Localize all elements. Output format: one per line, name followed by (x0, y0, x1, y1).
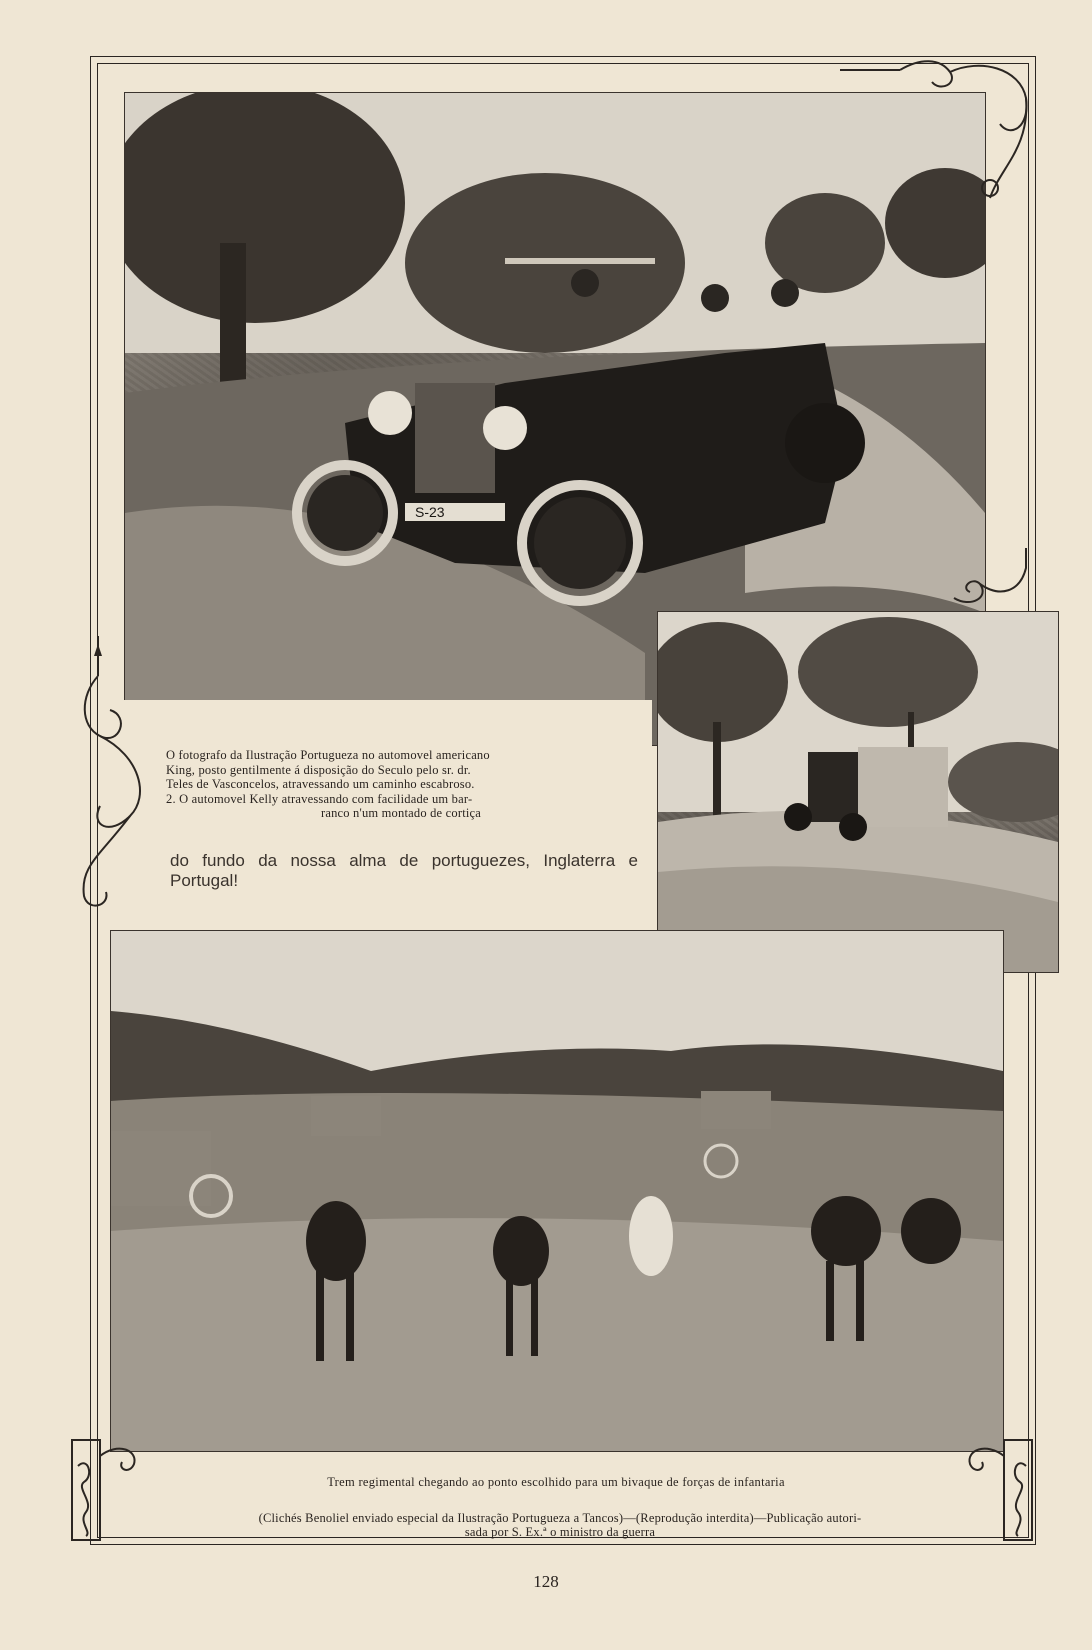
credit-line: (Clichés Benoliel enviado especial da Ilustração Portugueza a Tancos)—(Reprodução interdita)—Publicação autori- (258, 1511, 862, 1525)
photo-caption-cars (166, 748, 636, 821)
corner-ornament-bottom-left (68, 1436, 148, 1544)
photo-caption-troops: Trem regimental chegando ao ponto escolhido para um bivaque de forças de infantaria (327, 1475, 785, 1489)
side-ornament-left (70, 636, 160, 912)
photo-regimental-train (110, 930, 1004, 1452)
caption-line: 2. O automovel Kelly atravessando com facilidade um bar- (166, 791, 473, 806)
page-number: 128 (533, 1572, 559, 1591)
caption-line: ranco n'um montado de cortiça (320, 806, 482, 820)
corner-ornament-top-right (840, 58, 1036, 208)
photo-car-kelly (657, 611, 1059, 973)
article-text: do fundo da nossa alma de portuguezes, Inglaterra e Portugal! (170, 851, 638, 890)
credit-line: sada por S. Ex.ª o ministro da guerra (464, 1525, 656, 1539)
corner-ornament-mid-right (950, 548, 1030, 610)
caption-line: King, posto gentilmente á disposição do Seculo pelo sr. dr. (166, 762, 471, 777)
license-plate: S-23 (415, 504, 445, 520)
photo-credit (130, 1511, 990, 1539)
caption-line: Teles de Vasconcelos, atravessando um caminho escabroso. (166, 777, 475, 791)
caption-line: O fotografo da Ilustração Portugueza no automovel americano (166, 748, 490, 762)
corner-ornament-bottom-right (962, 1436, 1036, 1546)
